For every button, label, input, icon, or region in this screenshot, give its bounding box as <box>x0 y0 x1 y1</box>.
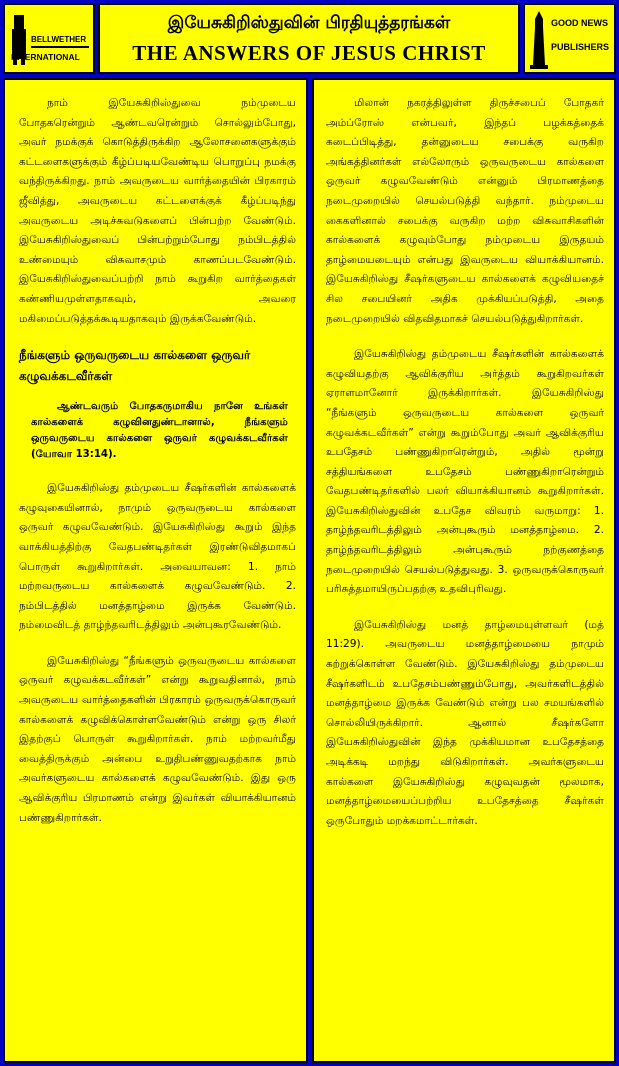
left-paragraph-2: இயேசுகிறிஸ்து தம்முடைய சீஷர்களின் கால்களைக் கழுவுகையினால், நாமும் ஒருவருடைய கால்களை ஒருவர் கழுவவேண்டும். இயேசுகிறிஸ்து கூறும் இந்த வாக்கியத்திற்கு வேதபண்டிதர்கள் இரண்டுவிதமாகப் பொருள் கூறுகிறார்கள். அவையாவன: 1. நாம் மற்றவருடைய கால்களைக் கழுவவேண்டும். 2. நம்பிடத்தில் மனத்தாழ்மை இருக்க வேண்டும். நம்மைவிடத் தாழ்ந்தவரிடத்திலும் அன்புகூரவேண்டும். <box>19 482 296 632</box>
lighthouse-icon <box>530 11 548 69</box>
logo-right-line2: PUBLISHERS <box>551 42 610 52</box>
left-paragraph-1: நாம் இயேசுகிறிஸ்துவை நம்முடைய போதகரென்றும் ஆண்டவரென்றும் சொல்லும்போது, அவர் நமக்குக் கொடுத்திருக்கிற ஆலோசனைகளுக்கும் கட்டளைகளுக்கும் கீழ்ப்படியவேண்டிய பொறுப்பு நமக்கு வந்திருக்கிறது. நாம் அவருடைய வார்த்தையின் பிரகாரம் ஜீவித்து, அவருடைய கட்டளைக்குக் கீழ்ப்படிந்து அவருடைய அடிச்சுவடுகளைப் பின்பற்ற வேண்டும். இயேசுகிறிஸ்துவைப் பின்பற்றும்போது நம்பிடத்தில் உண்மையும் விசுவாசமும் காணப்படவேண்டும். இயேசுகிறிஸ்துவைப்பற்றி நாம் கூறுகிற வார்த்தைகள் கண்ணியமுள்ளதாகவும், அவரை மகிமைப்படுத்தக்கூடியதாகவும் இருக்கவேண்டும். <box>19 97 296 325</box>
header <box>98 3 520 74</box>
left-paragraph-3: இயேசுகிறிஸ்து “நீங்களும் ஒருவருடைய கால்களை ஒருவர் கழுவக்கடவீர்கள்” என்று கூறுவதினால், நாம் அவருடைய வார்த்தைகளின் பிரகாரம் ஒருவருக்கொருவர் கால்களைக் கழுவிக்கொள்ளவேண்டும் என்று ஒரு சிலர் இதற்குப் பொருள் கூறுகிறார்கள். நாம் மற்றவர்மீது வைத்திருக்கும் அன்பை உறுதிபண்ணுவதற்காக நாம் அவர்களுடைய கால்களைக் கழுவவேண்டும். இது ஒரு ஆவிக்குரிய பிரமாணம் என்று இவர்கள் வியாக்கியானம் பண்ணுகிறார்கள். <box>19 654 296 824</box>
right-paragraph-3: இயேசுகிறிஸ்து மனத் தாழ்மையுள்ளவர் (மத் 11:29). அவருடைய மனத்தாழ்மையை நாமும் கற்றுக்கொள்ள வேண்டும். இயேசுகிறிஸ்து தம்முடைய சீஷர்களிடம் உபதேசம்பண்ணும்போது, அவர்களிடத்தில் மனத்தாழ்மை இருக்க வேண்டும் என்று பல சமயங்களில் சொல்லியிருக்கிறார். ஆனால் சீஷர்களோ இயேசுகிறிஸ்துவின் இந்த முக்கியமான உபதேசத்தை அடிக்கடி மறந்து விடுகிறார்கள். அவர்களுடைய கால்களை இயேசுகிறிஸ்து கழுவுவதன் மூலமாக, மனத்தாழ்மையைப்பற்றிய உபதேசத்தை சீஷர்கள் ஒருபோதும் மறக்கமாட்டார்கள். <box>326 618 604 827</box>
scripture-quote: ஆண்டவரும் போதகருமாகிய நானே உங்கள் கால்களைக் கழுவினதுண்டானால், நீங்களும் ஒருவருடைய கால்களை ஒருவர் கழுவக்கடவீர்கள் (யோவா 13:14). <box>31 401 288 461</box>
logo-right-line1: GOOD NEWS <box>551 18 609 28</box>
logo-left-line2: INTERNATIONAL <box>11 52 80 62</box>
bellwether-logo <box>3 3 95 74</box>
right-column <box>312 78 616 1063</box>
title-english: THE ANSWERS OF JESUS CHRIST <box>132 41 486 65</box>
title-tamil: இயேசுகிறிஸ்துவின் பிரதியுத்தரங்கள் <box>167 13 451 33</box>
section-heading: நீங்களும் ஒருவருடைய கால்களை ஒருவர் கழுவக்கடவீர்கள் <box>19 348 251 384</box>
logo-left-line1: BELLWETHER <box>31 35 87 44</box>
good-news-logo <box>523 3 616 74</box>
right-paragraph-1: மிலான் நகரத்திலுள்ள திருச்சபைப் போதகர் அம்ப்ரோஸ் என்பவர், இந்தப் பழக்கத்தைக் கடைப்பிடித்து, தன்னுடைய சபைக்கு வருகிற அங்கத்தினர்கள் எல்லோரும் ஒருவருடைய கால்களை ஒருவர் கழுவவேண்டும் என்னும் பிரமாணத்தை நடைமுறையில் செயல்படுத்தி வந்தார். நம்முடைய கைகளினால் சபைக்கு வருகிற மற்ற விசுவாசிகளின் கால்களைக் கழுவும்போது நம்முடைய இருதயம் தாழ்மையடையும் என்பது இவருடைய வியாக்கியானம். இயேசுகிறிஸ்து சீஷர்களுடைய கால்களைக் கழுவியதைச் சில சபையினர் அதிக முக்கியப்படுத்தி, அதை நடைமுறையில் விதவிதமாகச் செயல்படுத்துகிறார்கள். <box>326 97 604 325</box>
right-paragraph-2: இயேசுகிறிஸ்து தம்முடைய சீஷர்களின் கால்களைக் கழுவியதற்கு ஆவிக்குரிய அர்த்தம் கூறுகிறவர்கள் ஏராளமானோர் இருக்கிறார்கள். இயேசுகிறிஸ்து “நீங்களும் ஒருவருடைய கால்களை ஒருவர் கழுவக்கடவீர்கள்” என்று கூறும்போது அவர் ஆவிக்குரிய உபதேசம் பண்ணுகிறாரென்றும், அதில் மூன்று சத்தியங்களை உபதேசம் பண்ணுகிறாரென்றும் வேதபண்டிதர்களில் பலர் வியாக்கியானம் கூறுகிறார்கள். இயேசுகிறிஸ்துவின் உபதேச விவரம் வருமாறு: 1. தாழ்ந்தவரிடத்திலும் அன்புகூரும் மனத்தாழ்மை. 2. தாழ்ந்தவரிடத்திலும் அன்புகூரும் நற்குணத்தை நடைமுறையில் செயல்படுத்துவது. 3. ஒருவருக்கொருவர் பரிசுத்தமாயிருப்பதற்கு உதவிபுரிவது. <box>326 348 604 596</box>
left-column <box>3 78 308 1063</box>
